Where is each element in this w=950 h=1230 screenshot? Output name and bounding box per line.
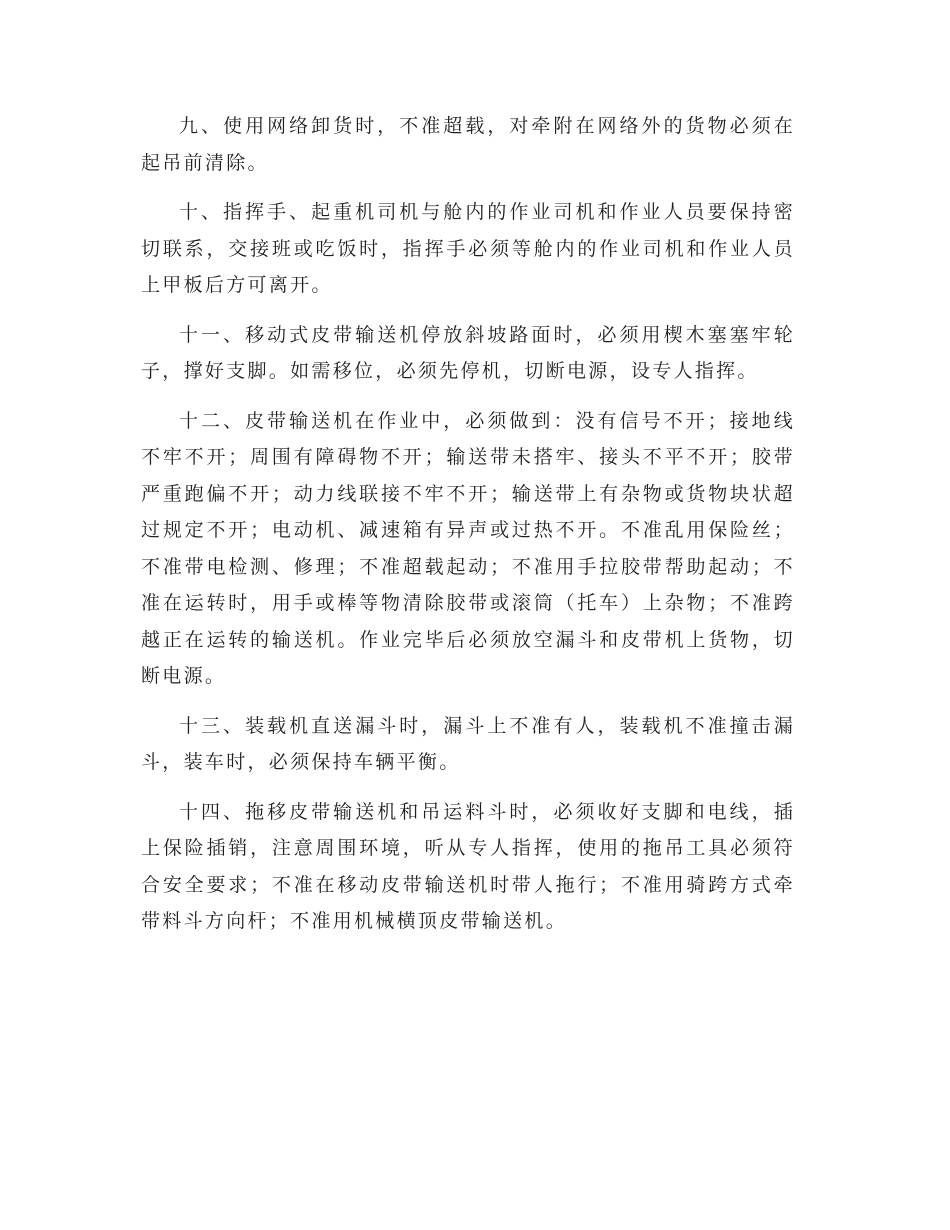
paragraph-item-9: 九、使用网络卸货时，不准超载，对牵附在网络外的货物必须在起吊前清除。 xyxy=(141,115,795,174)
document-body xyxy=(141,108,795,953)
paragraph-item-11: 十一、移动式皮带输送机停放斜坡路面时，必须用楔木塞塞牢轮子，撑好支脚。如需移位，必须先停机，切断电源，设专人指挥。 xyxy=(141,323,795,382)
paragraph-item-12: 十二、皮带输送机在作业中，必须做到：没有信号不开；接地线不牢不开；周围有障碍物不开；输送带未搭牢、接头不平不开；胶带严重跑偏不开；动力线联接不牢不开；输送带上有杂物或货物块状超过规定不开；电动机、减速箱有异声或过热不开。不准乱用保险丝；不准带电检测、修理；不准超载起动；不准用手拉胶带帮助起动；不准在运转时，用手或棒等物清除胶带或滚筒（托车）上杂物；不准跨越正在运转的输送机。作业完毕后必须放空漏斗和皮带机上货物，切断电源。 xyxy=(141,409,795,687)
paragraph-item-13: 十三、装载机直送漏斗时，漏斗上不准有人，装载机不准撞击漏斗，装车时，必须保持车辆平衡。 xyxy=(141,714,795,773)
paragraph-item-10: 十、指挥手、起重机司机与舱内的作业司机和作业人员要保持密切联系，交接班或吃饭时，指挥手必须等舱内的作业司机和作业人员上甲板后方可离开。 xyxy=(141,201,795,296)
paragraph-item-14: 十四、拖移皮带输送机和吊运料斗时，必须收好支脚和电线，插上保险插销，注意周围环境，听从专人指挥，使用的拖吊工具必须符合安全要求；不准在移动皮带输送机时带人拖行；不准用骑跨方式牵带料斗方向杆；不准用机械横顶皮带输送机。 xyxy=(141,800,795,932)
